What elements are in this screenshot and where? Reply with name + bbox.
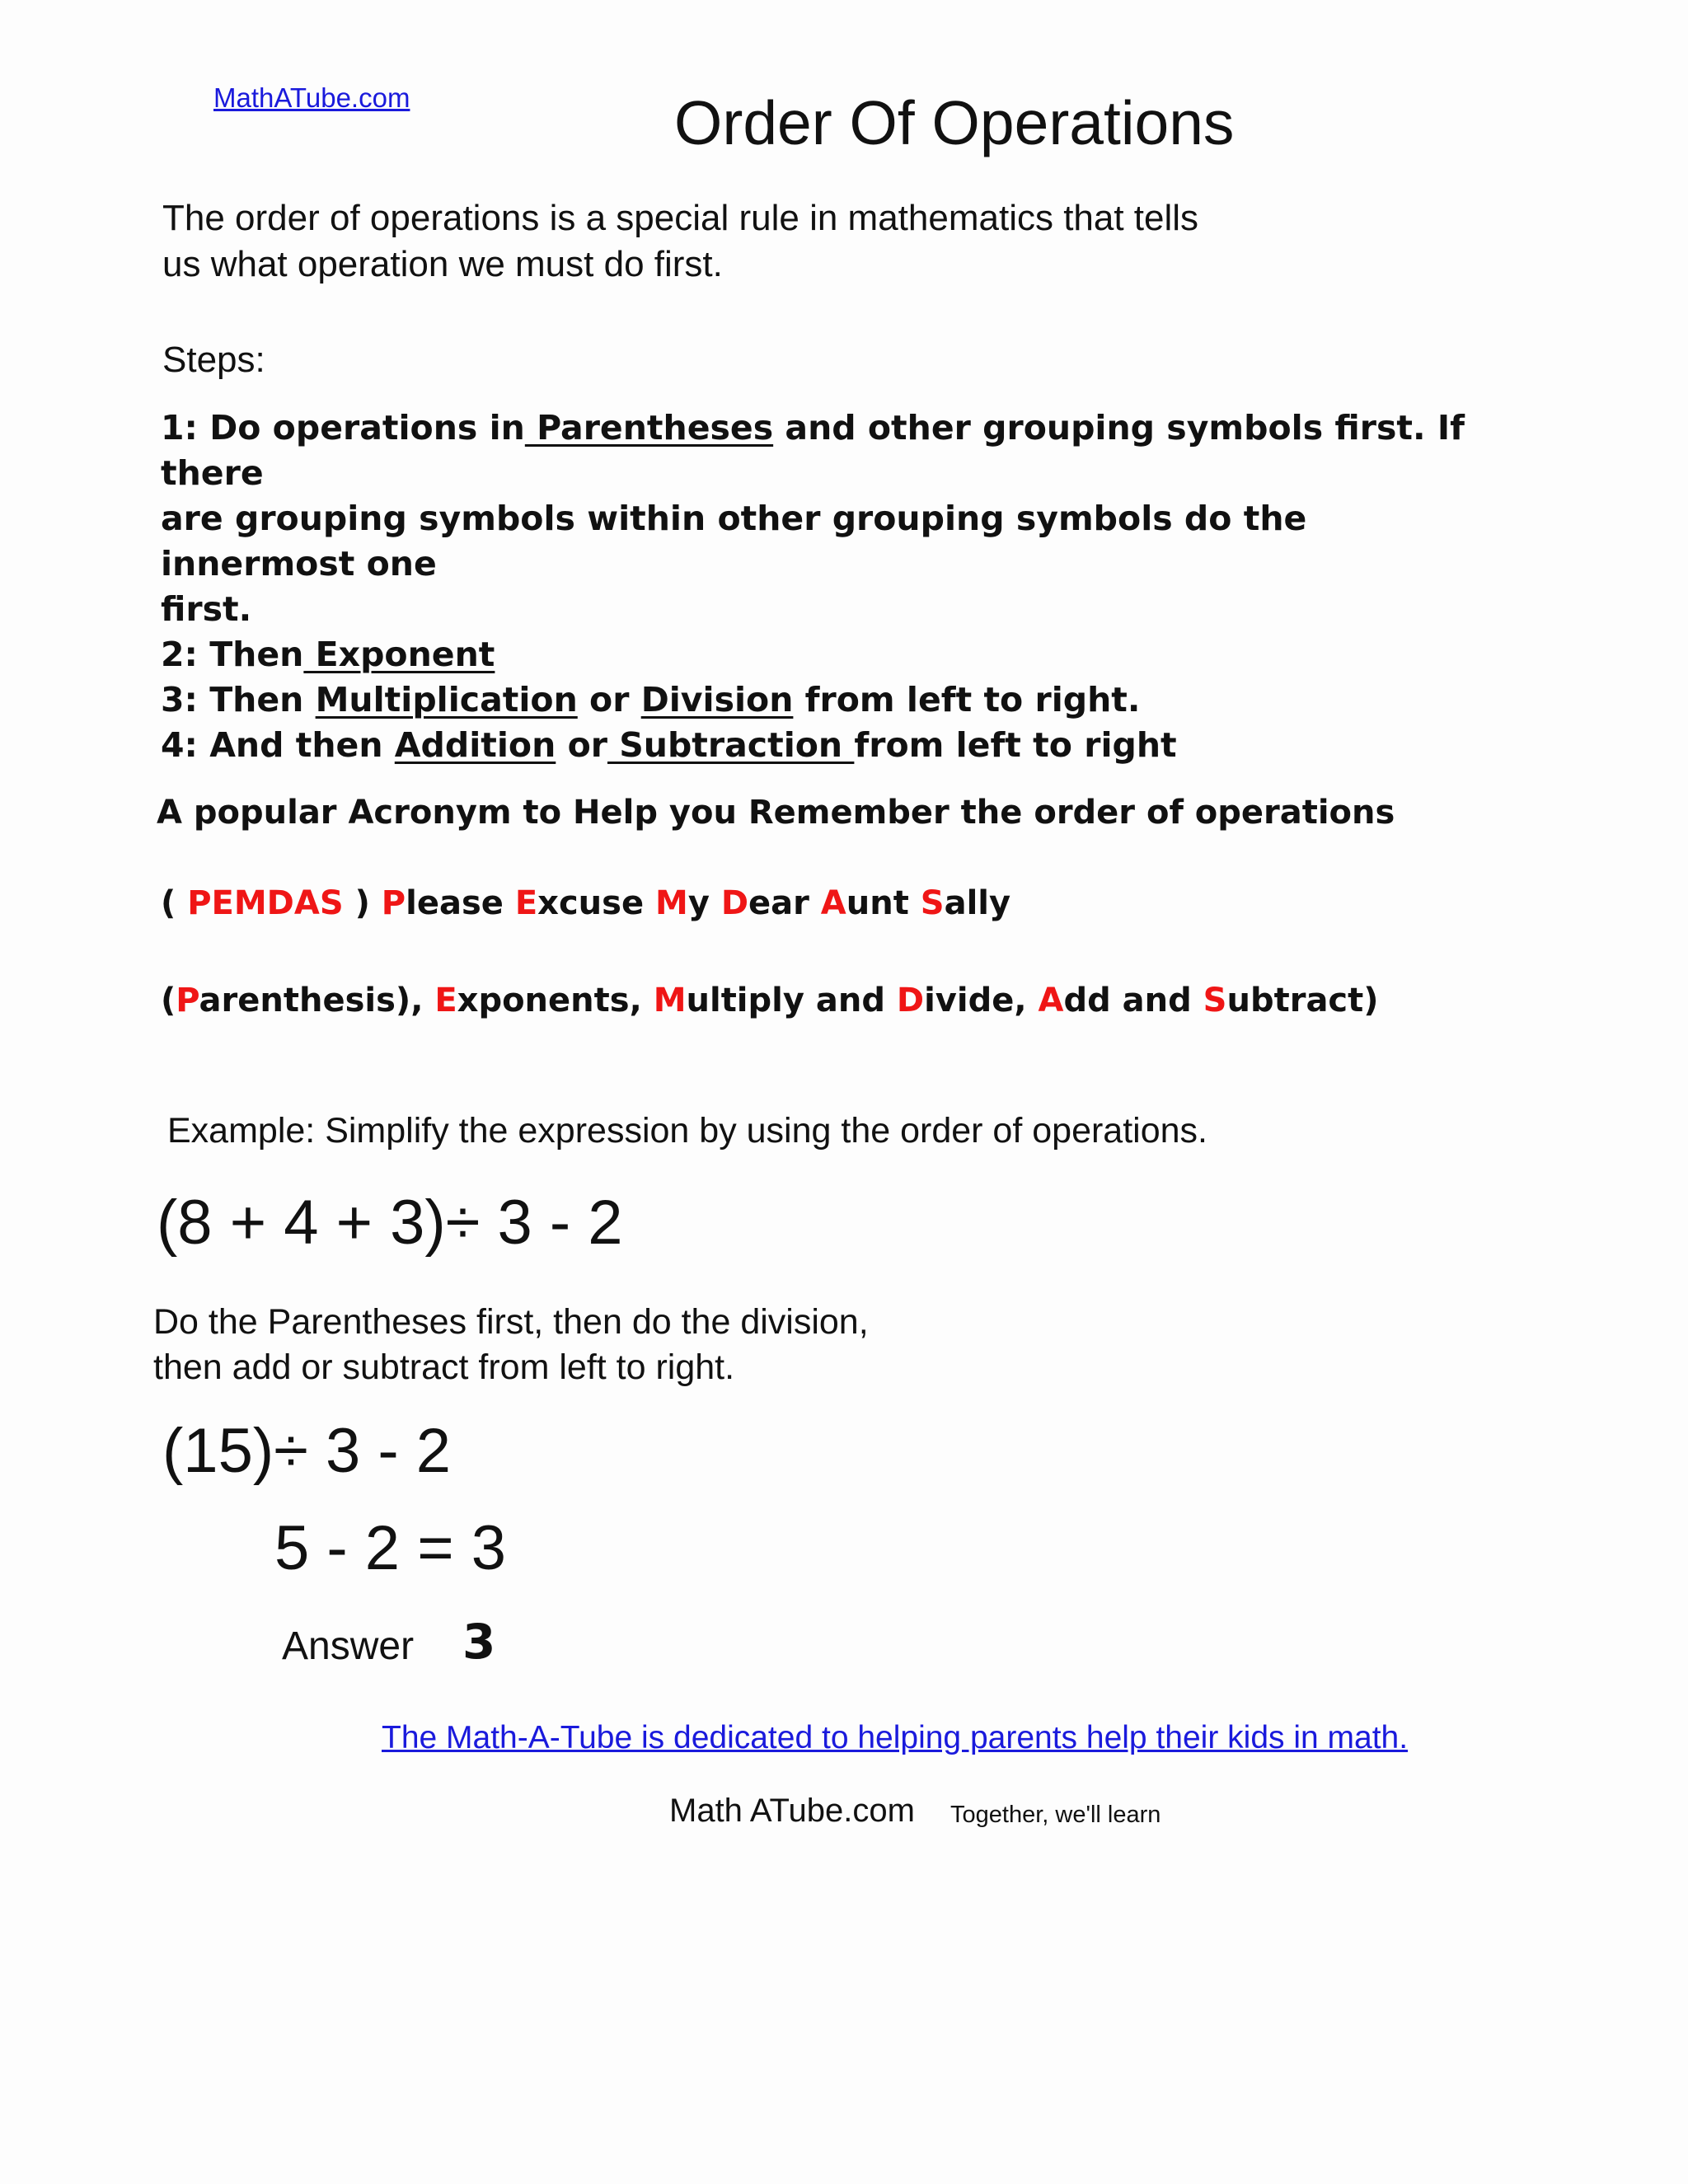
pemdas-expanded — [161, 982, 1379, 1019]
step-text: or — [556, 725, 607, 765]
example-expression: (8 + 4 + 3)÷ 3 - 2 — [157, 1188, 623, 1258]
mnemonic-rest: ally — [944, 884, 1011, 922]
mnemonic-initial: S — [920, 884, 945, 922]
mnemonic-rest: lease — [406, 884, 515, 922]
step-1-cont: innermost one — [161, 544, 437, 583]
step-text: and other grouping symbols first. If — [773, 408, 1465, 448]
mnemonic-initial: A — [820, 884, 846, 922]
steps-list — [161, 405, 1562, 768]
step-text: 4: And then — [161, 725, 395, 765]
mnemonic-rest: y — [687, 884, 721, 922]
expanded-initial: D — [896, 982, 925, 1019]
expanded-prefix: ( — [161, 982, 176, 1019]
solution-step-2: 5 - 2 = 3 — [274, 1513, 506, 1583]
footer-motto: Together, we'll learn — [950, 1802, 1161, 1828]
tagline-link[interactable]: The Math-A-Tube is dedicated to helping parents help their kids in math. — [382, 1720, 1409, 1755]
intro-paragraph — [162, 195, 1481, 288]
solution-step-1: (15)÷ 3 - 2 — [162, 1416, 452, 1486]
acronym-intro: A popular Acronym to Help you Remember the order of operations — [157, 794, 1395, 832]
step-2 — [161, 632, 1562, 677]
step-4 — [161, 723, 1562, 768]
term-subtraction: Subtraction — [607, 725, 855, 765]
hint-line: then add or subtract from left to right. — [153, 1347, 735, 1387]
step-text: from left to right. — [793, 680, 1141, 719]
pemdas-word: PEMDAS — [187, 884, 344, 922]
mnemonic-rest: ear — [748, 884, 821, 922]
expanded-rest: xponents, — [457, 982, 654, 1019]
answer-value: 3 — [462, 1614, 496, 1670]
step-1 — [161, 405, 1562, 451]
expanded-initial: A — [1038, 982, 1064, 1019]
mnemonic-initial: P — [381, 884, 406, 922]
term-parentheses: Parentheses — [524, 408, 774, 448]
step-3 — [161, 677, 1562, 723]
mnemonic-words — [382, 884, 1010, 922]
step-1-cont: are grouping symbols within other grouping symbols do the — [161, 499, 1307, 538]
expanded-rest: ultiply and — [686, 982, 897, 1019]
term-multiplication: Multiplication — [315, 680, 578, 719]
mnemonic-initial: M — [655, 884, 688, 922]
expanded-rest: dd and — [1063, 982, 1203, 1019]
step-text: 2: Then — [161, 635, 304, 674]
intro-line: us what operation we must do first. — [162, 244, 723, 284]
step-1-cont: first. — [161, 589, 252, 629]
step-1-cont: there — [161, 453, 264, 493]
hint-line: Do the Parentheses first, then do the division, — [153, 1302, 869, 1342]
expanded-initial: S — [1203, 982, 1227, 1019]
site-link[interactable]: MathATube.com — [213, 82, 410, 113]
footer-site: Math ATube.com — [669, 1793, 915, 1829]
intro-line: The order of operations is a special rule in mathematics that tells — [162, 198, 1199, 238]
expanded-initial: M — [653, 982, 687, 1019]
step-text: or — [577, 680, 641, 719]
expanded-rest: ivide, — [924, 982, 1039, 1019]
example-hint — [153, 1300, 869, 1390]
page-title: Order Of Operations — [674, 88, 1235, 157]
term-exponent: Exponent — [303, 635, 495, 674]
term-addition: Addition — [394, 725, 556, 765]
step-text: from left to right — [854, 725, 1177, 765]
mnemonic-rest: xcuse — [537, 884, 655, 922]
mnemonic-initial: D — [720, 884, 749, 922]
answer-label: Answer — [282, 1624, 415, 1668]
term-division: Division — [640, 680, 794, 719]
expanded-rest: arenthesis), — [199, 982, 435, 1019]
paren-close: ) — [343, 884, 382, 922]
steps-label: Steps: — [162, 340, 265, 380]
paren-open: ( — [161, 884, 188, 922]
example-label: Example: Simplify the expression by using the order of operations. — [167, 1111, 1207, 1151]
mnemonic-initial: E — [514, 884, 538, 922]
pemdas-mnemonic — [161, 884, 1010, 922]
expanded-initial: P — [176, 982, 199, 1019]
expanded-rest: ubtract) — [1226, 982, 1379, 1019]
mnemonic-rest: unt — [846, 884, 921, 922]
expanded-initial: E — [434, 982, 457, 1019]
step-text: 3: Then — [161, 680, 316, 719]
step-text: 1: Do operations in — [161, 408, 525, 448]
